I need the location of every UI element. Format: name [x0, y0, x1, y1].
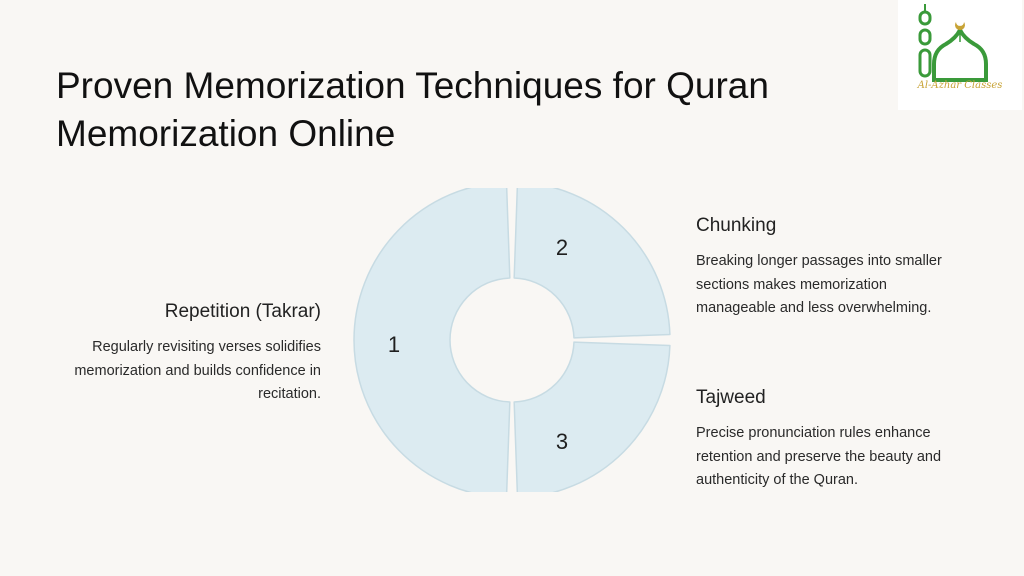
technique-chunking	[696, 214, 961, 321]
segment-number-2: 2	[555, 235, 569, 260]
mosque-logo-icon	[898, 0, 1022, 110]
ring-segment-1	[354, 188, 510, 492]
segment-number-3: 3	[555, 429, 569, 454]
cycle-diagram	[348, 188, 676, 492]
segment-number-1: 1	[387, 332, 401, 357]
technique-heading: Chunking	[696, 215, 777, 236]
technique-heading: Repetition (Takrar)	[164, 301, 321, 322]
page-title: Proven Memorization Techniques for Quran Memorization Online	[56, 65, 769, 154]
technique-description: Regularly revisiting verses solidifies memorization and builds confidence in recitation.	[74, 339, 321, 402]
technique-description: Breaking longer passages into smaller sections makes memorization manageable and less overwhelming.	[696, 253, 942, 316]
logo-text: Al-Azhar Classes	[917, 80, 1003, 91]
technique-heading: Tajweed	[696, 387, 766, 408]
technique-tajweed	[696, 386, 961, 493]
technique-description: Precise pronunciation rules enhance retention and preserve the beauty and authenticity of the Quran.	[696, 425, 942, 488]
ring-segment-3	[514, 342, 670, 492]
ring-segment-2	[514, 188, 670, 338]
logo	[898, 0, 1022, 110]
technique-repetition	[56, 300, 321, 407]
